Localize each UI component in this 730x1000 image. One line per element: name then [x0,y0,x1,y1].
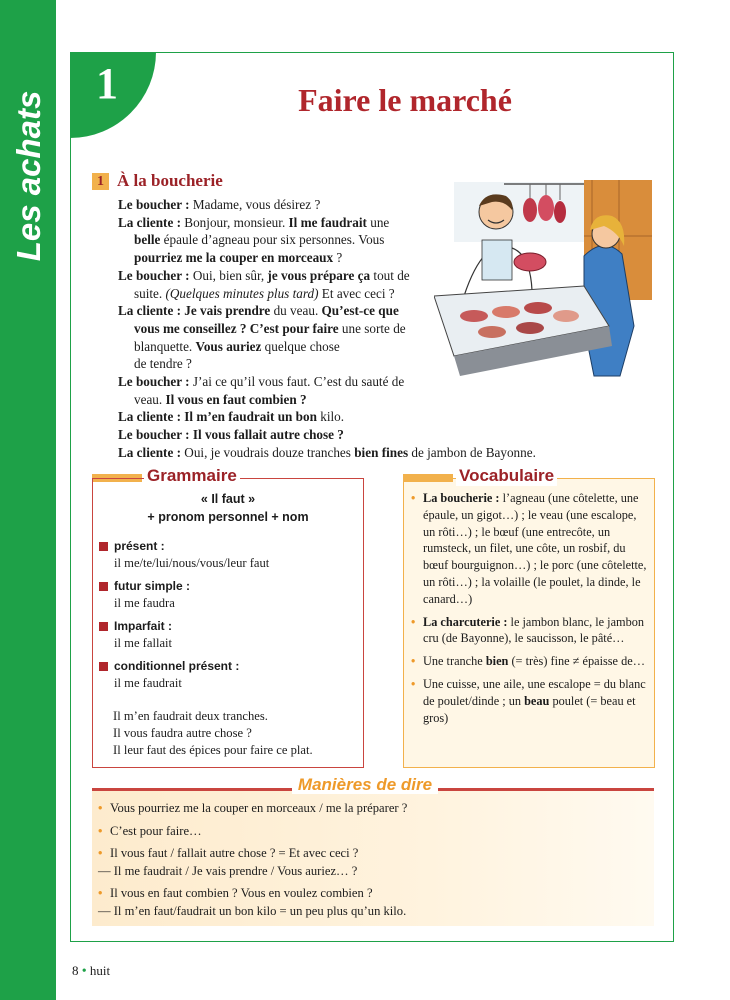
vocabulaire-item [411,676,651,726]
bullet-icon: • [98,801,103,815]
dialogue-text: une sorte de [338,320,406,336]
dialogue-speaker: Le boucher : [118,427,190,443]
vocabulaire-text: Une tranche [423,654,486,669]
section-title: À la boucherie [117,171,223,190]
dialogue-text: Et avec ceci ? [318,285,395,301]
square-bullet-icon [99,662,108,671]
vocabulaire-text: La charcuterie : [423,614,508,629]
manieres-subtext: — Il me faudrait / Je vais prendre / Vous auriez… ? [98,863,358,878]
dialogue-text: Je vais prendre [181,303,271,319]
grammaire-item-value: il me faudrait [114,676,182,690]
dialogue-text: suite. [134,285,166,301]
bullet-icon: • [98,823,103,838]
page-footer [72,963,110,980]
lesson-number: 1 [96,59,118,108]
vocabulaire-text: le jambon blanc, le jambon cru (de Bayonne), le saucisson, le pâté… [423,614,645,646]
grammaire-example: Il vous faudra autre chose ? [113,726,252,740]
grammaire-item-label [99,578,359,595]
dialogue-text: tout de [370,267,410,283]
grammaire-item [99,578,359,612]
dialogue-speaker: Le boucher : [118,267,190,283]
page-title: Faire le marché [298,82,512,118]
dialogue-line [118,408,638,426]
chapter-title-vertical: Les achats [10,90,47,262]
vocabulaire-item [411,614,651,648]
dialogue-text: kilo. [316,409,345,425]
dialogue-speaker: Le boucher : [118,197,190,212]
dialogue-speaker: La cliente : [118,214,181,230]
page-word: huit [89,963,111,978]
dialogue-text: Il m’en faudrait un bon [181,409,317,425]
grammaire-item [99,618,359,652]
grammaire-example: Il m’en faudrait deux tranches. [113,709,268,723]
grammaire-items [99,538,359,698]
dialogue-speaker: La cliente : [118,409,181,425]
dialogue-line [118,391,638,409]
vocabulaire-title: Vocabulaire [456,466,557,486]
dialogue-text: de jambon de Bayonne. [408,444,536,460]
dialogue-text: J’ai ce qu’il vous faut. C’est du sauté de [189,374,405,390]
dialogue-text: (Quelques minutes plus tard) [165,285,319,301]
butcher-illustration [434,176,654,381]
dialogue-text: une [366,214,390,230]
manieres-item [98,845,648,863]
manieres-subitem [98,863,648,881]
bullet-icon: • [98,846,103,861]
vocabulaire-text: beau [524,693,550,708]
vocabulaire-text: La boucherie : [423,491,500,505]
grammaire-title: Grammaire [144,466,240,486]
manieres-item [98,800,648,818]
manieres-item [98,885,648,903]
grammaire-item-label [99,658,359,675]
dialogue-speaker: Le boucher : [118,374,190,390]
grammaire-item-value: il me fallait [114,636,173,650]
dialogue-text: blanquette. [134,338,196,354]
dialogue-text: Oui, bien sûr, [189,267,268,283]
manieres-text: Il vous faut / fallait autre chose ? = Et avec ceci ? [110,846,359,861]
page-number: 8 [72,963,79,978]
manieres-subtext: — Il m’en faut/faudrait un bon kilo = un peu plus qu’un kilo. [98,903,407,918]
bullet-icon: • [411,654,416,669]
bullet-icon: • [411,491,416,505]
grammaire-label-text: présent : [114,539,165,553]
dialogue-text: veau. [134,391,166,407]
dialogue-text: ? [333,250,343,266]
vocabulaire-text: poulet (= beau et gros) [423,693,636,725]
section-number: 1 [92,173,109,190]
grammaire-item [99,658,359,692]
dialogue-text: Il vous fallait autre chose ? [189,427,344,443]
dialogue-text: Madame, vous désirez ? [189,197,321,212]
grammaire-label-text: conditionnel présent : [114,659,240,673]
dialogue-text: je vous prépare ça [267,267,371,283]
vocabulaire-text: l’agneau (une côtelette, une épaule, un gigot…) ; le veau (une escalope, un rôti…) ; le bœuf (une entrecôte, un rumsteck, un filet, une côte, un rosbif, du bœuf bourguignon…) ; le porc (une côtelette, un rôti…) ; la volaille (le poulet, la dinde, le canard…) [423,491,647,606]
vocabulaire-text: bien [485,654,509,669]
manieres-items [98,800,648,926]
square-bullet-icon [99,622,108,631]
grammaire-heading-line2: + pronom personnel + nom [147,510,309,524]
grammaire-item-value: il me faudra [114,596,175,610]
grammaire-item-value: il me/te/lui/nous/vous/leur faut [114,556,270,570]
grammaire-examples [113,708,363,759]
dialogue-text: du veau. [270,303,322,319]
dialogue-text: Qu’est-ce que [321,303,399,319]
bullet-icon: • [411,676,416,691]
manieres-text: Vous pourriez me la couper en morceaux / me la préparer ? [110,801,408,815]
vocabulaire-title-bar [403,474,453,482]
grammaire-label-text: futur simple : [114,579,191,593]
dialogue-text: bien fines [354,444,409,460]
dialogue-text: quelque chose [261,338,340,354]
dialogue-line [118,444,638,462]
dialogue-line [118,426,638,444]
dialogue-text: pourriez me la couper en morceaux [134,250,334,266]
manieres-title: Manières de dire [292,775,438,794]
grammaire-item [99,538,359,572]
vocabulaire-item [411,490,651,608]
dialogue-text: Il me faudrait [288,214,367,230]
bullet-icon: • [98,886,103,901]
dialogue-text: belle [134,232,161,248]
grammaire-heading-line1: « Il faut » [200,492,256,506]
dialogue-text: épaule d’agneau pour six personnes. Vous [160,232,385,248]
grammaire-item-label [99,538,359,555]
dialogue-text: Bonjour, monsieur. [181,214,289,230]
vocabulaire-text: Une cuisse, une aile, une escalope = du blanc de poulet/dinde ; un [423,676,646,708]
square-bullet-icon [99,542,108,551]
manieres-text: Il vous en faut combien ? Vous en voulez combien ? [110,886,373,901]
dialogue-text: vous me conseillez ? C’est pour faire [134,320,339,336]
dialogue-text: Il vous en faut combien ? [165,391,307,407]
vocabulaire-item [411,653,651,670]
dialogue-speaker: La cliente : [118,303,181,319]
grammaire-item-label [99,618,359,635]
bullet-icon: • [411,614,416,629]
vocabulaire-text: (= très) fine ≠ épaisse de… [508,654,645,669]
vocabulaire-items [411,490,651,732]
dialogue-speaker: La cliente : [118,444,181,460]
grammaire-heading [92,490,364,526]
grammaire-example: Il leur faut des épices pour faire ce plat. [113,743,313,757]
footer-dot-icon: • [81,964,87,979]
square-bullet-icon [99,582,108,591]
dialogue-text: Vous auriez [195,338,262,354]
manieres-item [98,823,648,841]
dialogue-text: Oui, je voudrais douze tranches [181,444,355,460]
manieres-subitem [98,903,648,921]
dialogue-text: de tendre ? [134,356,192,372]
grammaire-label-text: Imparfait : [114,619,173,633]
manieres-text: C’est pour faire… [110,823,202,838]
